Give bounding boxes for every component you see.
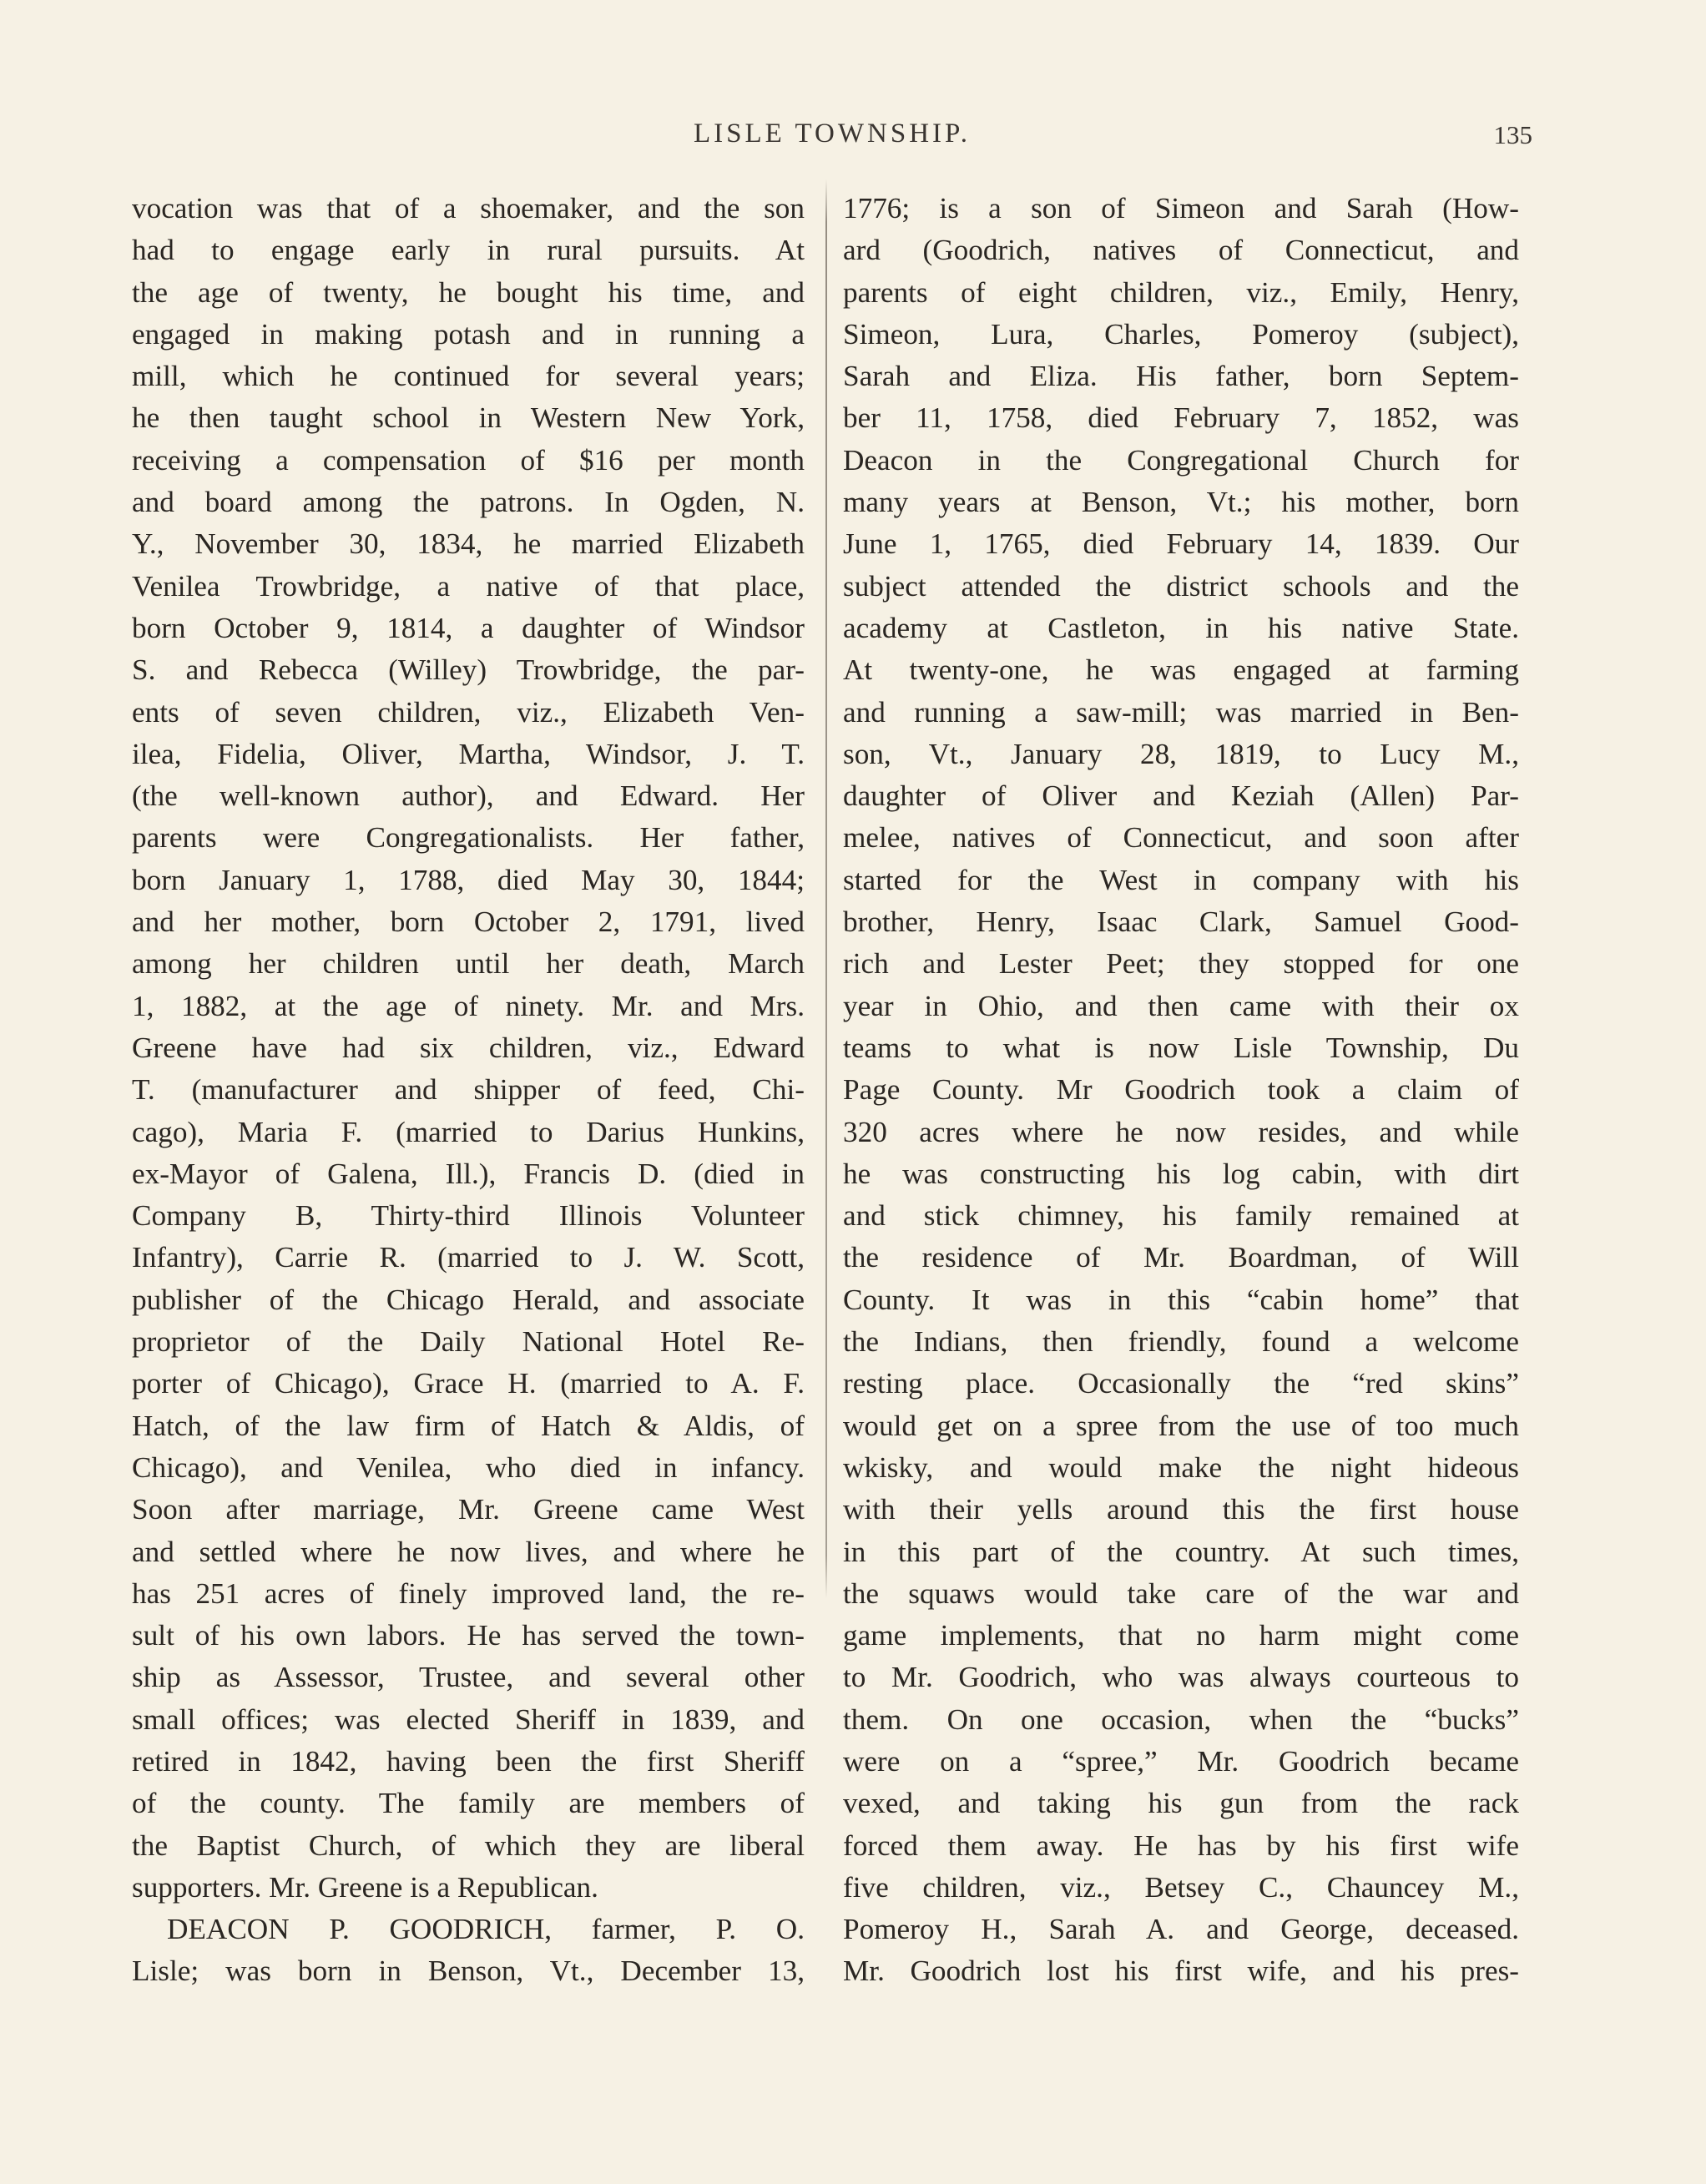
text-line: subject attended the district schools and the — [843, 569, 1519, 603]
text-line: 1, 1882, at the age of ninety. Mr. and Mrs. — [132, 989, 805, 1022]
text-line: porter of Chicago), Grace H. (married to A. F. — [132, 1367, 805, 1400]
column-divider — [825, 179, 827, 1598]
text-line: Simeon, Lura, Charles, Pomeroy (subject), — [843, 317, 1519, 351]
text-line: them. On one occasion, when the “bucks” — [843, 1702, 1519, 1736]
text-line: rich and Lester Peet; they stopped for one — [843, 947, 1519, 981]
text-line: ents of seven children, viz., Elizabeth Ven- — [132, 695, 805, 729]
text-line: in this part of the country. At such times, — [843, 1535, 1519, 1568]
text-line: DEACON P. GOODRICH, farmer, P. O. — [167, 1913, 805, 1946]
text-line: the age of twenty, he bought his time, and — [132, 275, 805, 309]
text-line: parents were Congregationalists. Her father, — [132, 821, 805, 855]
text-line: resting place. Occasionally the “red skins” — [843, 1367, 1519, 1400]
text-line: Sarah and Eliza. His father, born Septem- — [843, 360, 1519, 393]
right-text-column — [843, 188, 1519, 1993]
text-line: ilea, Fidelia, Oliver, Martha, Windsor, J. T. — [132, 737, 805, 770]
text-line: the Indians, then friendly, found a welcome — [843, 1325, 1519, 1359]
text-line: engaged in making potash and in running a — [132, 317, 805, 351]
text-line: ex-Mayor of Galena, Ill.), Francis D. (died in — [132, 1157, 805, 1190]
text-line: and board among the patrons. In Ogden, N. — [132, 486, 805, 519]
left-text-column — [132, 188, 805, 1993]
text-line: he then taught school in Western New York, — [132, 401, 805, 435]
text-line: publisher of the Chicago Herald, and associate — [132, 1283, 805, 1316]
text-line: proprietor of the Daily National Hotel Re- — [132, 1325, 805, 1359]
text-line: wkisky, and would make the night hideous — [843, 1450, 1519, 1484]
text-line: and settled where he now lives, and where he — [132, 1535, 805, 1568]
text-line: sult of his own labors. He has served the town- — [132, 1619, 805, 1652]
text-line: started for the West in company with his — [843, 863, 1519, 896]
text-line: vocation was that of a shoemaker, and the son — [132, 192, 805, 224]
text-line: Hatch, of the law firm of Hatch & Aldis, of — [132, 1409, 805, 1442]
text-line: and running a saw-mill; was married in Ben- — [843, 695, 1519, 729]
text-line: Deacon in the Congregational Church for — [843, 443, 1519, 477]
text-line: born January 1, 1788, died May 30, 1844; — [132, 863, 805, 896]
text-line: County. It was in this “cabin home” that — [843, 1283, 1519, 1316]
text-line: ber 11, 1758, died February 7, 1852, was — [843, 401, 1519, 435]
text-line: Chicago), and Venilea, who died in infancy. — [132, 1450, 805, 1484]
text-line: were on a “spree,” Mr. Goodrich became — [843, 1744, 1519, 1778]
running-head — [132, 119, 1532, 155]
text-line: of the county. The family are members of — [132, 1787, 805, 1820]
text-line: son, Vt., January 28, 1819, to Lucy M., — [843, 737, 1519, 770]
text-line: cago), Maria F. (married to Darius Hunkins, — [132, 1115, 805, 1148]
text-line: five children, viz., Betsey C., Chauncey M., — [843, 1870, 1519, 1904]
text-line: S. and Rebecca (Willey) Trowbridge, the par- — [132, 653, 805, 687]
text-line: the Baptist Church, of which they are liberal — [132, 1828, 805, 1862]
text-line: Y., November 30, 1834, he married Elizabeth — [132, 527, 805, 561]
text-line: vexed, and taking his gun from the rack — [843, 1787, 1519, 1820]
text-line: year in Ohio, and then came with their ox — [843, 989, 1519, 1022]
text-line: 320 acres where he now resides, and while — [843, 1115, 1519, 1148]
text-line: 1776; is a son of Simeon and Sarah (How- — [843, 192, 1519, 224]
text-line: receiving a compensation of $16 per month — [132, 443, 805, 477]
text-line: game implements, that no harm might come — [843, 1619, 1519, 1652]
text-line: At twenty-one, he was engaged at farming — [843, 653, 1519, 687]
text-line: to Mr. Goodrich, who was always courteous to — [843, 1661, 1519, 1694]
text-line: would get on a spree from the use of too much — [843, 1409, 1519, 1442]
page-number: 135 — [1493, 120, 1532, 149]
text-line: retired in 1842, having been the first Sheriff — [132, 1744, 805, 1778]
text-line: ard (Goodrich, natives of Connecticut, and — [843, 234, 1519, 267]
text-line: the squaws would take care of the war and — [843, 1576, 1519, 1610]
text-line: brother, Henry, Isaac Clark, Samuel Good- — [843, 905, 1519, 939]
text-line: Mr. Goodrich lost his first wife, and his pres- — [843, 1955, 1519, 1988]
text-line: forced them away. He has by his first wife — [843, 1828, 1519, 1862]
text-line: he was constructing his log cabin, with dirt — [843, 1157, 1519, 1190]
text-line: Pomeroy H., Sarah A. and George, deceased. — [843, 1913, 1519, 1946]
text-line: small offices; was elected Sheriff in 1839, and — [132, 1702, 805, 1736]
text-line: ship as Assessor, Trustee, and several other — [132, 1661, 805, 1694]
text-line: teams to what is now Lisle Township, Du — [843, 1031, 1519, 1064]
text-line: many years at Benson, Vt.; his mother, born — [843, 486, 1519, 519]
text-line: has 251 acres of finely improved land, the re- — [132, 1576, 805, 1610]
text-line: Infantry), Carrie R. (married to J. W. Scott, — [132, 1241, 805, 1274]
text-line: parents of eight children, viz., Emily, Henry, — [843, 275, 1519, 309]
text-line: had to engage early in rural pursuits. At — [132, 234, 805, 267]
text-line: Company B, Thirty-third Illinois Volunteer — [132, 1199, 805, 1233]
text-line: Venilea Trowbridge, a native of that place, — [132, 569, 805, 603]
text-line: June 1, 1765, died February 14, 1839. Our — [843, 527, 1519, 561]
text-line: Lisle; was born in Benson, Vt., December 13, — [132, 1955, 805, 1988]
text-line: the residence of Mr. Boardman, of Will — [843, 1241, 1519, 1274]
running-title: LISLE TOWNSHIP. — [694, 119, 971, 149]
text-line: supporters. Mr. Greene is a Republican. — [132, 1870, 598, 1904]
text-line: academy at Castleton, in his native State. — [843, 611, 1519, 644]
text-line: and stick chimney, his family remained at — [843, 1199, 1519, 1233]
text-line: among her children until her death, March — [132, 947, 805, 981]
text-line: daughter of Oliver and Keziah (Allen) Par- — [843, 779, 1519, 813]
text-line: melee, natives of Connecticut, and soon after — [843, 821, 1519, 855]
text-line: (the well-known author), and Edward. Her — [132, 779, 805, 813]
text-line: and her mother, born October 2, 1791, lived — [132, 905, 805, 939]
text-line: with their yells around this the first house — [843, 1493, 1519, 1526]
text-line: Page County. Mr Goodrich took a claim of — [843, 1073, 1519, 1107]
text-line: Greene have had six children, viz., Edward — [132, 1031, 805, 1064]
text-line: born October 9, 1814, a daughter of Windsor — [132, 611, 805, 644]
text-line: Soon after marriage, Mr. Greene came West — [132, 1493, 805, 1526]
text-line: T. (manufacturer and shipper of feed, Chi- — [132, 1073, 805, 1107]
text-line: mill, which he continued for several years; — [132, 360, 805, 393]
